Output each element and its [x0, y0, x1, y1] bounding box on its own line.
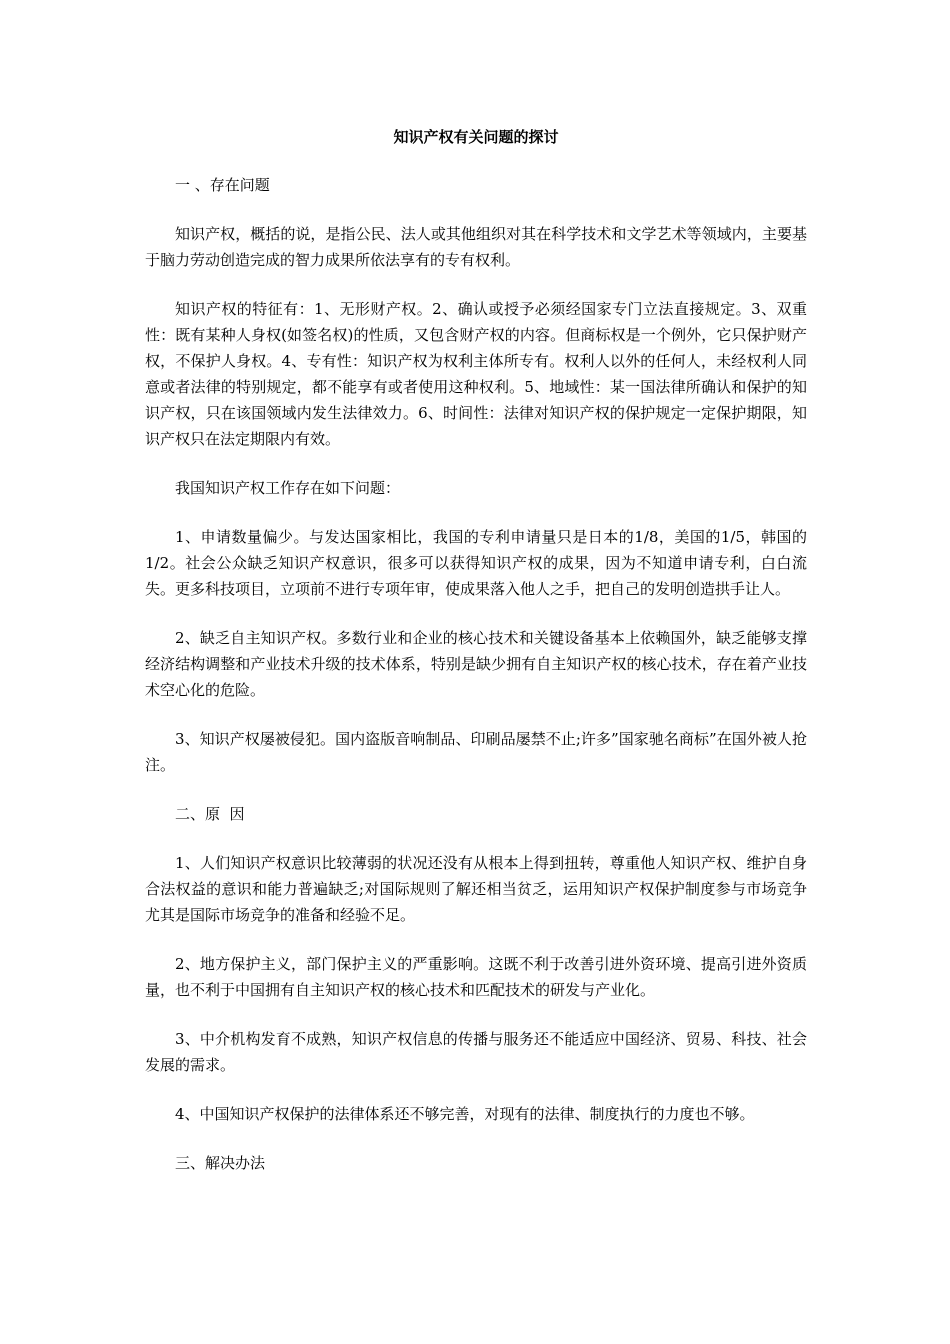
paragraph-cause-2: 2、地方保护主义，部门保护主义的严重影响。这既不利于改善引进外资环境、提高引进外资质量，也不利于中国拥有自主知识产权的核心技术和匹配技术的研发与产业化。	[145, 955, 807, 999]
paragraph-problems-intro: 我国知识产权工作存在如下问题：	[175, 479, 401, 497]
section-heading-causes: 二、原 因	[175, 805, 245, 823]
paragraph-problem-1: 1、申请数量偏少。与发达国家相比，我国的专利申请量只是日本的1/8，美国的1/5，韩国的1/2。社会公众缺乏知识产权意识，很多可以获得知识产权的成果，因为不知道申请专利，白白流失。更多科技项目，立项前不进行专项年审，使成果落入他人之手，把自己的发明创造拱手让人。	[145, 528, 807, 598]
paragraph-definition: 知识产权，概括的说，是指公民、法人或其他组织对其在科学技术和文学艺术等领域内，主要基于脑力劳动创造完成的智力成果所依法享有的专有权利。	[145, 225, 807, 269]
paragraph-problem-2: 2、缺乏自主知识产权。多数行业和企业的核心技术和关键设备基本上依赖国外，缺乏能够支撑经济结构调整和产业技术升级的技术体系，特别是缺少拥有自主知识产权的核心技术，存在着产业技术空心化的危险。	[145, 629, 807, 699]
section-heading-solutions: 三、解决办法	[175, 1154, 266, 1172]
section-heading-problems: 一 、存在问题	[175, 176, 270, 194]
paragraph-cause-4: 4、中国知识产权保护的法律体系还不够完善，对现有的法律、制度执行的力度也不够。	[175, 1105, 755, 1123]
document-blocks	[145, 172, 807, 1176]
paragraph-cause-1: 1、人们知识产权意识比较薄弱的状况还没有从根本上得到扭转，尊重他人知识产权、维护自身合法权益的意识和能力普遍缺乏;对国际规则了解还相当贫乏，运用知识产权保护制度参与市场竞争尤其是国际市场竞争的准备和经验不足。	[145, 854, 807, 924]
paragraph-problem-3: 3、知识产权屡被侵犯。国内盗版音响制品、印刷品屡禁不止;许多”国家驰名商标”在国外被人抢注。	[145, 730, 807, 774]
paragraph-cause-3: 3、中介机构发育不成熟，知识产权信息的传播与服务还不能适应中国经济、贸易、科技、社会发展的需求。	[145, 1030, 807, 1074]
document-title: 知识产权有关问题的探讨	[393, 128, 559, 146]
paragraph-characteristics: 知识产权的特征有：1、无形财产权。2、确认或授予必须经国家专门立法直接规定。3、双重性：既有某种人身权(如签名权)的性质，又包含财产权的内容。但商标权是一个例外，它只保护财产权，不保护人身权。4、专有性：知识产权为权利主体所专有。权利人以外的任何人，未经权利人同意或者法律的特别规定，都不能享有或者使用这种权利。5、地域性：某一国法律所确认和保护的知识产权，只在该国领域内发生法律效力。6、时间性：法律对知识产权的保护规定一定保护期限，知识产权只在法定期限内有效。	[145, 300, 807, 448]
document-body	[145, 124, 807, 1199]
